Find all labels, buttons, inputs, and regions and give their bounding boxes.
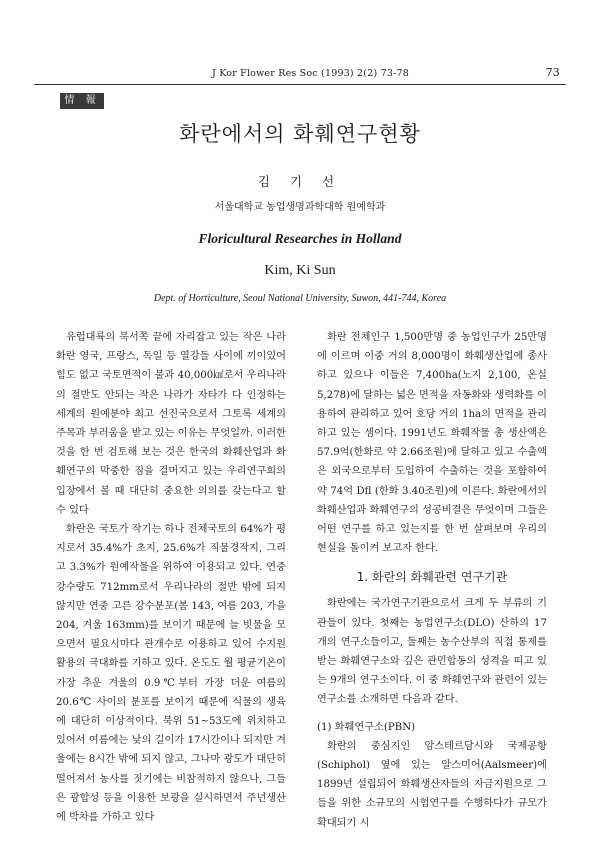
affiliation-english: Dept. of Horticulture, Seoul National University, Suwon, 441-744, Korea: [153, 293, 447, 304]
section-tag: 情 報: [60, 93, 104, 109]
paragraph: 화란의 중심지인 암스테르담시와 국제공항(Schiphol) 옆에 있는 알스미어(Aalsmeer)에 1899년 설립되어 화훼생산자들의 자금지원으로 그들을 위한 소규모의 시험연구를 수행하다가 규모가 확대되기 시: [317, 740, 547, 829]
author-name-korean: 김 기 선: [257, 174, 343, 189]
running-header: [34, 66, 566, 82]
author-name-english: Kim, Ki Sun: [264, 263, 336, 278]
article-title-english: Floricultural Researches in Holland: [198, 231, 402, 246]
affiliation-korean: 서울대학교 농업생명과학대학 원예학과: [214, 202, 386, 213]
paragraph: 유럽대륙의 북서쪽 끝에 자리잡고 있는 작은 나라 화란 영국, 프랑스, 독일 등 열강들 사이에 끼이있어 힘도 없고 국토면적이 불과 40,000㎢로서 우리나라의 절반도 안되는 작은 나라가 자타가 다 인정하는 세계의 원예분야 최고 선진국으로서 그토록 세계의 주목과 부러움을 받고 있는 이유는 무엇일까. 이러한 것을 한 번 검토해 보는 것은 한국의 화훼산업과 화훼연구의 막중한 짐을 걸머지고 있는 우리연구회의 입장에서 볼 때 대단히 중요한 의의를 갖는다고 할 수 있다: [56, 332, 286, 516]
paragraph: 화란은 국토가 작기는 하나 전체국토의 64%가 평지로서 35.4%가 초지, 25.6%가 직물경작지, 그리고 3.3%가 원예작물을 위하여 이용되고 있다. 연중 강수량도 712mm로서 우리나라의 절반 밖에 되지 않지만 연중 고른 강수분포(봄 143, 여름 203, 가을 204, 겨울 163mm)를 보이기 때문에 늘 빗물을 모으면서 필요시마다 관개수로 이용하고 있어 수지원활용의 극대화를 기하고 있다. 온도도 월 평균기온이 가장 추운 겨울의 0.9℃부터 가장 더운 여름의 20.6℃ 사이의 분포를 보이기 때문에 식물의 생육에 대단히 이상적이다. 북위 51~53도에 위치하고 있어서 여름에는 낮의 길이가 17시간이나 되지만 겨울에는 8시간 밖에 되지 않고, 그나마 광도가 대단히 떨어져서 농사를 짓기에는 비참적하지 않으나, 그들은 광합성 등을 이용한 보광을 실시하면서 주년생산에 박차를 가하고 있다: [56, 524, 286, 824]
left-column: [56, 328, 286, 827]
page-number: 73: [545, 66, 560, 79]
paragraph: 화란 전체인구 1,500만명 중 농업인구가 25만명에 이르며 이중 거의 8,000명이 화훼생산업에 종사하고 있으나 이들은 7,400ha(노지 2,100, 온실 5,278)에 달하는 넓은 면적을 자동화와 생력화를 이용하여 관리하고 있어 호당 거의 1ha의 면적을 관리하고 있는 셈이다. 1991년도 화훼작물 총 생산액은 57.9억(한화로 약 2.66조원)에 달하고 있고 수출액은 외국으로부터 도입하여 수출하는 것을 포함하여 약 74억 Dfl (한화 3.40조원)에 이른다. 화란에서의 화훼산업과 화훼연구의 성공비결은 무엇이며 그들은 어떤 연구를 하고 있는지를 한 번 살펴보며 우리의 현실을 돌이켜 보고자 한다.: [317, 332, 547, 555]
journal-citation: J Kor Flower Res Soc (1993) 2(2) 73-78: [212, 68, 409, 79]
right-column: [317, 328, 547, 833]
section-heading: 1. 화란의 화훼관련 연구기관: [356, 570, 508, 585]
subsection-heading: (1) 화훼연구소(PBN): [317, 721, 416, 733]
header-divider: [34, 84, 566, 85]
article-title: 화란에서의 화훼연구현황: [179, 122, 421, 146]
paragraph: 화란에는 국가연구기관으로서 크게 두 부류의 기관들이 있다. 첫째는 농업연구소(DLO) 산하의 17개의 연구소들이고, 둘째는 농수산부의 직접 통제를 받는 화훼연구소와 깊은 관민합동의 성격을 띠고 있는 9개의 연구소이다. 이 중 화훼연구와 관련이 있는 연구소를 소개하면 다음과 같다.: [317, 598, 547, 706]
